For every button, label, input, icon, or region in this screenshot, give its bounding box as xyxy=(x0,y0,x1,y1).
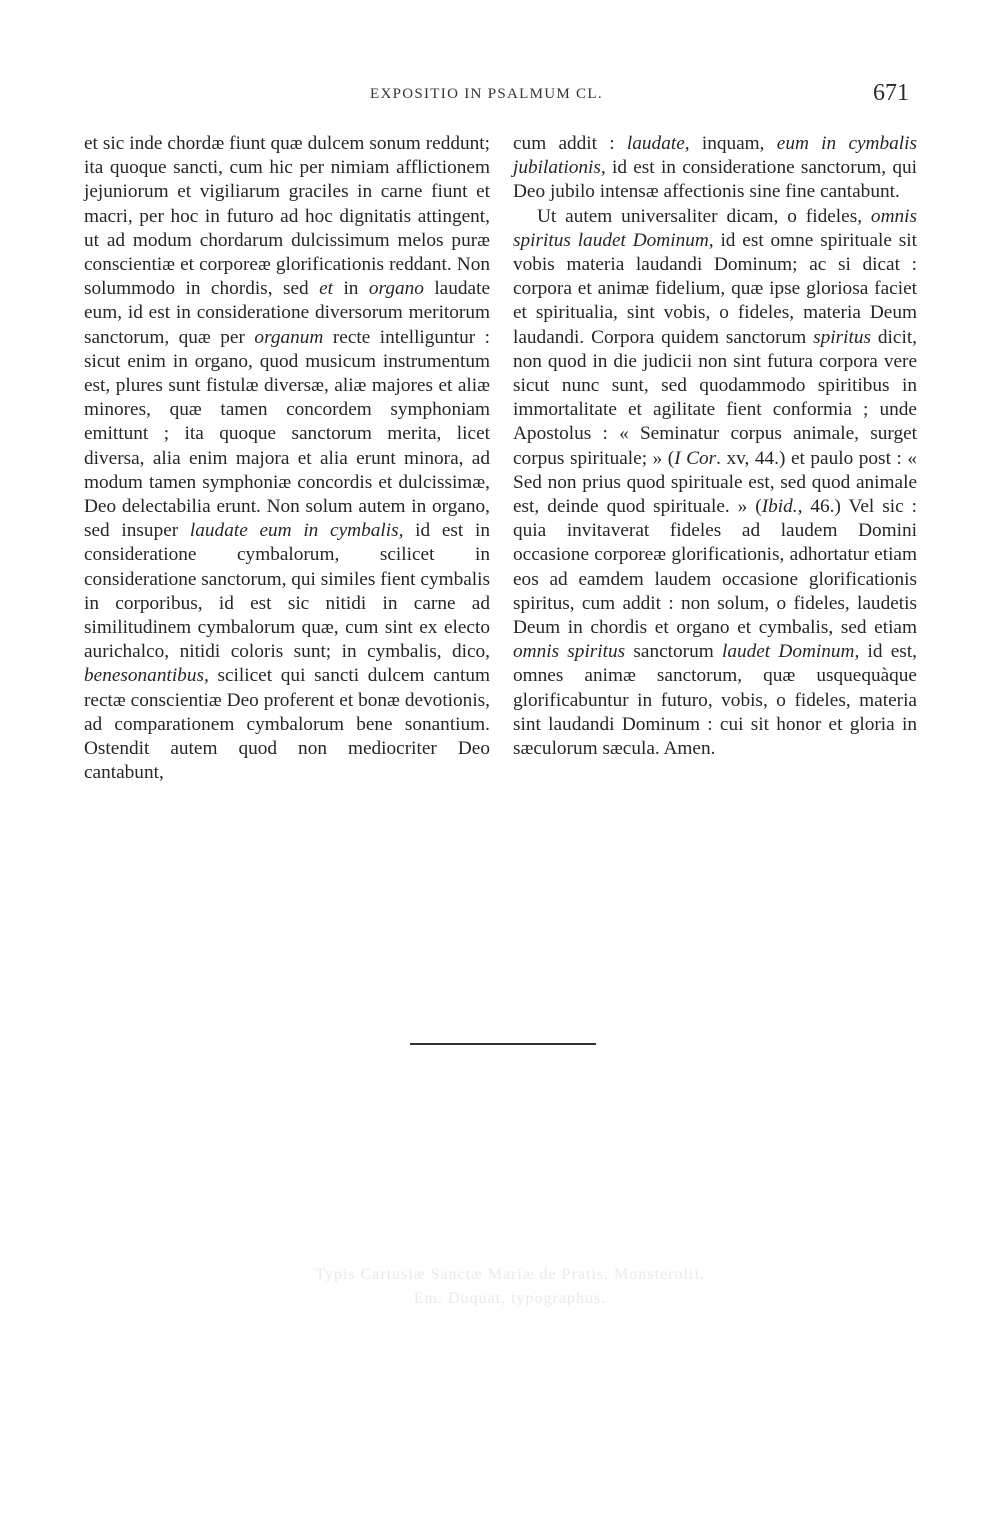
italic-term: I Cor xyxy=(674,447,717,469)
colophon-line: Em. Duquat, typographus. xyxy=(413,1290,607,1307)
page-header xyxy=(0,80,1000,114)
italic-term: Ibid., xyxy=(761,496,803,518)
end-rule xyxy=(410,1043,596,1045)
paragraph: et sic inde chordæ fiunt quæ dulcem sonum reddunt; ita quoque sancti, cum hic per nimiam afflictionem jejuniorum et vigiliarum graciles in carne fiunt et macri, per hoc in futuro ad hoc dignitatis attingent, ut ad modum chordarum dulcissimum melos puræ conscientiæ et corporeæ glorificationis reddant. Non solummodo in chordis, sed et in organo laudate eum, id est in consideratione diversorum meritorum sanctorum, quæ per organum recte intelliguntur : sicut enim in organo, quod musicum instrumentum est, plures sunt fistulæ diversæ, aliæ majores et aliæ minores, quæ tamen concordem symphoniam emittunt ; ita quoque sanctorum merita, licet diversa, alia enim majora et alia erunt minora, ad modum tamen symphoniæ concordis et dulcissimæ, Deo delectabilia erunt. Non solum autem in organo, sed insuper laudate eum in cymbalis, id est in consideratione cymbalorum, scilicet in consideratione sanctorum, qui similes fient cymbalis in corporibus, id est sic nitidi in carne ad similitudinem cymbalorum quæ, cum sint ex electo aurichalco, nitidi coloris sunt; in cymbalis, dico, benesonantibus, scilicet qui sancti dulcem cantum rectæ conscientiæ Deo proferent et bonæ devotionis, ad comparationem cymbalorum bene sonantium. Ostendit autem quod non mediocriter Deo cantabunt, xyxy=(84,133,491,784)
italic-term: omnis spiritus laudet Dominum, xyxy=(513,205,917,251)
italic-term: laudate, xyxy=(626,133,690,154)
italic-term: et xyxy=(319,278,334,300)
italic-term: organo xyxy=(368,278,424,300)
colophon-line: Typis Cartusiæ Sanctæ Mariæ de Pratis, Monsterolii. xyxy=(315,1266,705,1283)
colophon xyxy=(240,1263,780,1311)
page-number: 671 xyxy=(873,80,909,106)
running-title: EXPOSITIO IN PSALMUM CL. xyxy=(370,86,603,102)
italic-term: laudet Dominum, xyxy=(721,641,860,663)
paragraph: Ut autem universaliter dicam, o fideles, omnis spiritus laudet Dominum, id est omne spirituale sit vobis materia laudandi Dominum; ac si dicat : corpora et animæ fidelium, quæ ipse gloriosa faciet et spiritualia, sint vobis, o fideles, materia Deum laudandi. Corpora quidem sanctorum spiritus dicit, non quod in die judicii non sint futura corpora vere sicut nunc sunt, sed quodammodo spiritibus in immortalitate et agilitate fient conformia ; unde Apostolus : « Seminatur corpus animale, surget corpus spirituale; » (I Cor. xv, 44.) et paulo post : « Sed non prius quod spirituale est, sed quod animale est, deinde quod spirituale. » (Ibid., 46.) Vel sic : quia invitaverat fideles ad laudem Domini occasione corporeæ glorificationis, adhortatur etiam eos ad eamdem laudem occasione glorificationis spiritus, cum addit : non solum, o fideles, laudetis Deum in chordis et organo et cymbalis, sed etiam omnis spiritus sanctorum laudet Dominum, id est, omnes animæ sanctorum, quæ usquequàque glorificabuntur in futuro, vobis, o fideles, materia sint laudandi Dominum : cui sit honor et gloria in sæculorum sæcula. Amen. xyxy=(513,205,918,760)
italic-term: eum in cymbalis jubilationis, xyxy=(513,133,917,179)
italic-term: laudate eum in cymbalis, xyxy=(189,520,404,542)
italic-term: organum xyxy=(254,326,324,348)
right-column xyxy=(513,132,917,761)
italic-term: omnis spiritus xyxy=(513,641,626,663)
italic-term: spiritus xyxy=(813,326,872,348)
italic-term: benesonantibus, xyxy=(84,665,209,687)
paragraph: cum addit : laudate, inquam, eum in cymbalis jubilationis, id est in consideratione sanctorum, qui Deo jubilo intensæ affectionis sine fine cantabunt. xyxy=(513,133,917,203)
left-column xyxy=(84,132,490,785)
